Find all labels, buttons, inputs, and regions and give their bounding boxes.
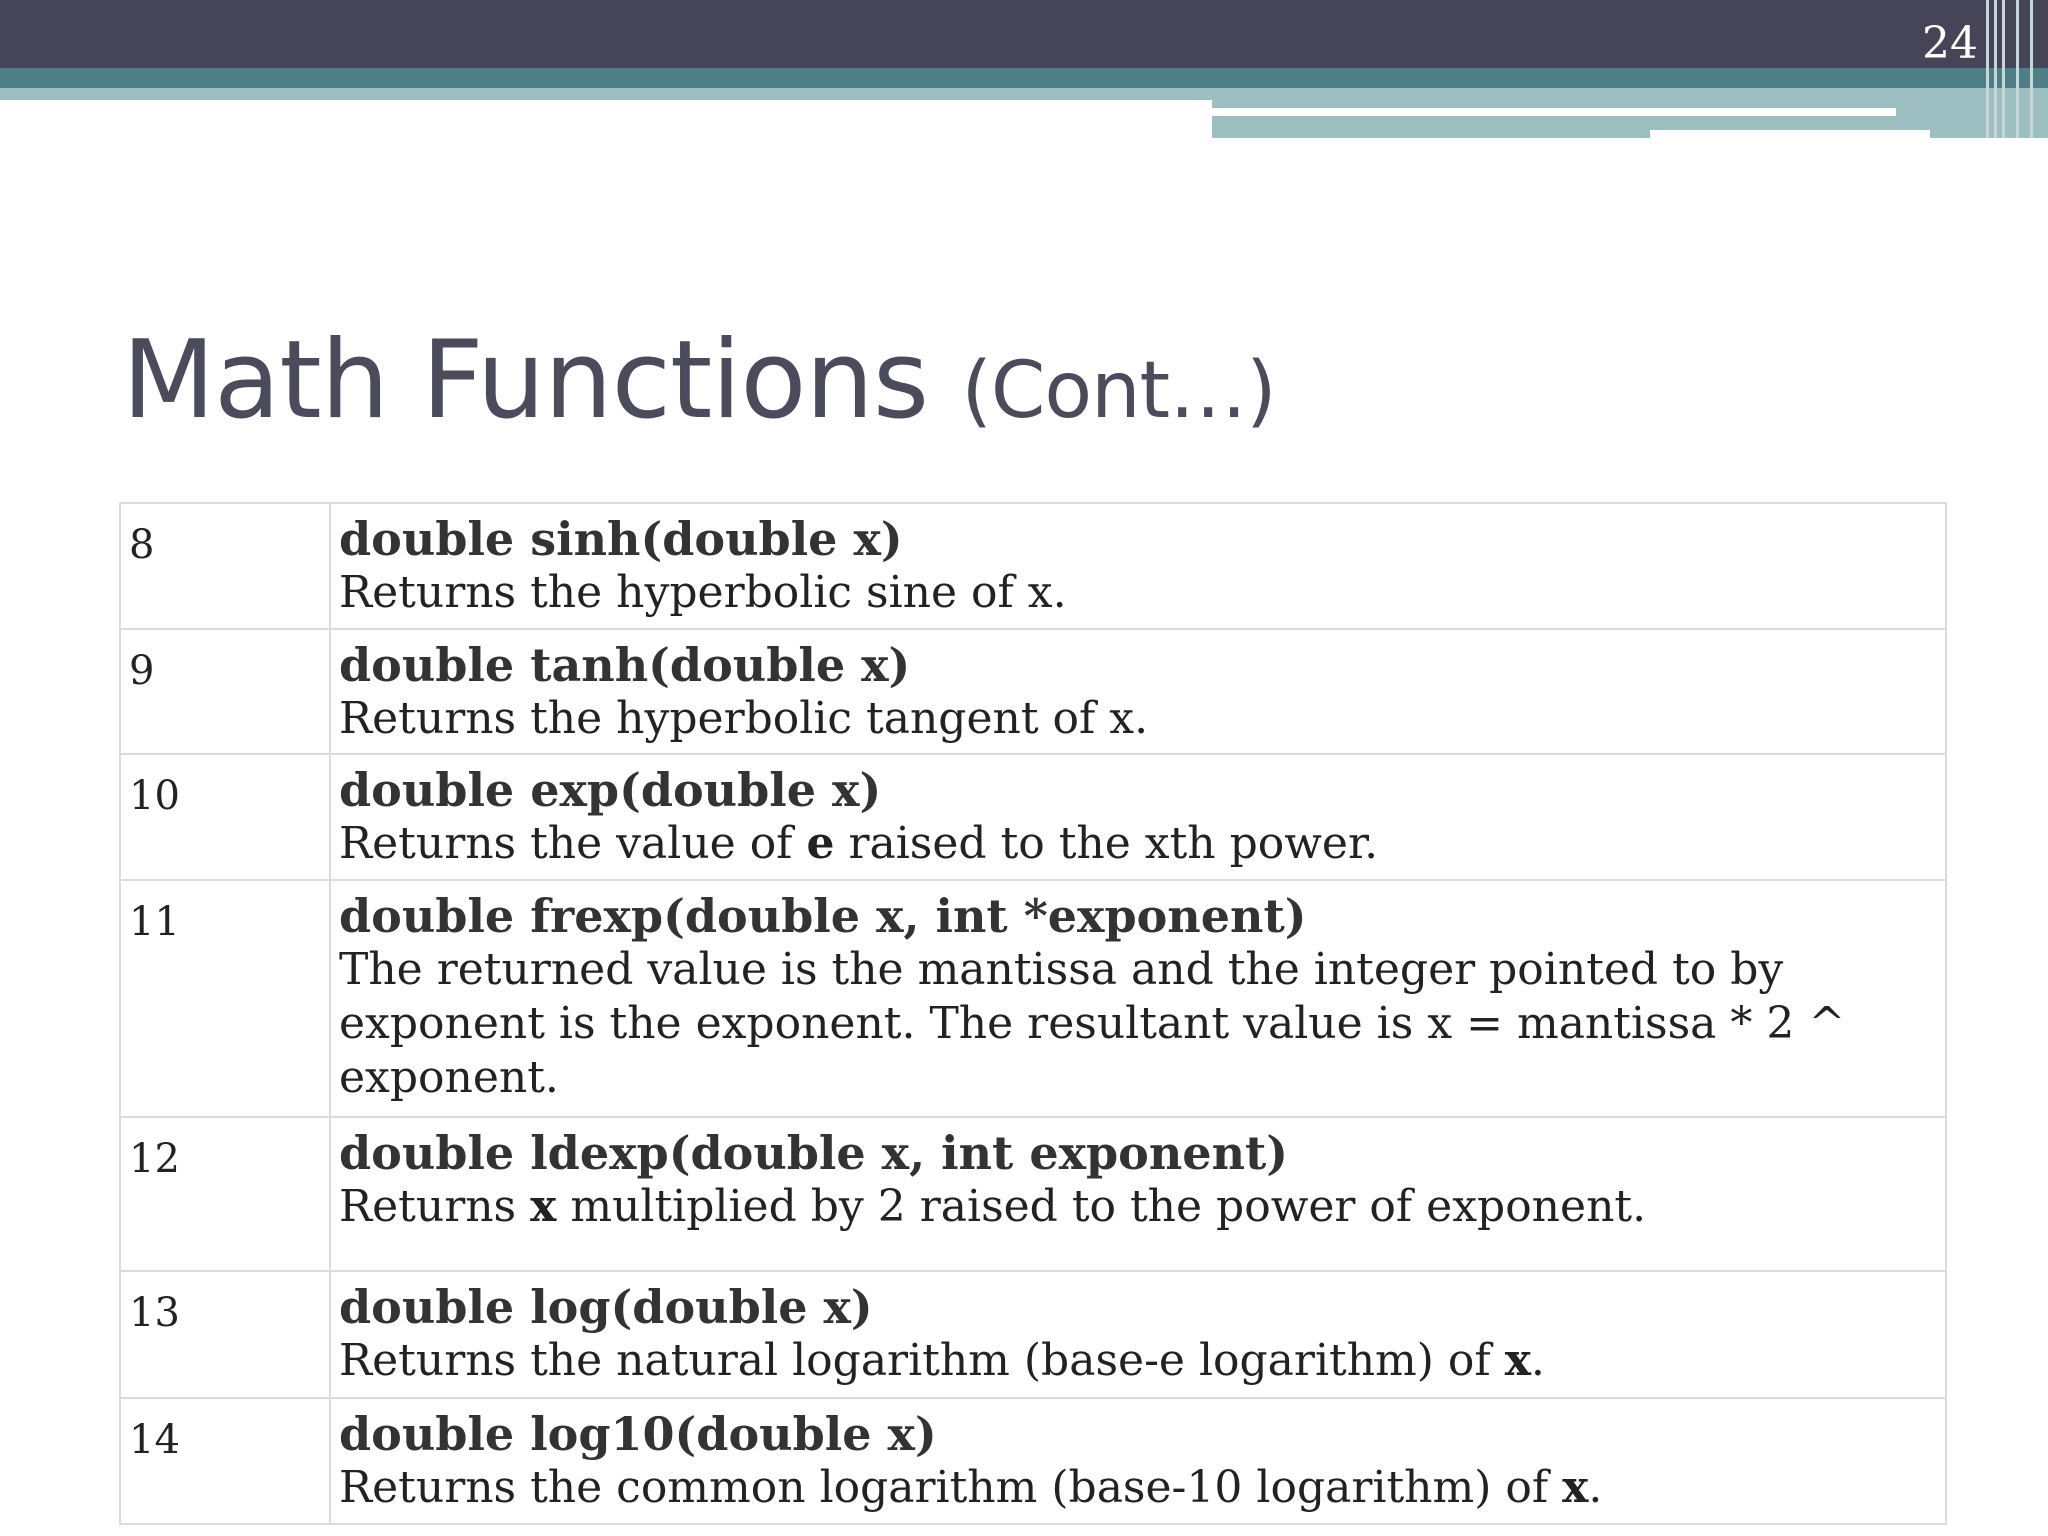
description-text: Returns the hyperbolic sine of x. <box>339 567 1067 618</box>
table-row <box>120 880 1946 1117</box>
row-number: 11 <box>120 880 330 1117</box>
header-accent-band <box>0 68 2048 88</box>
header-accent-line <box>2016 0 2019 138</box>
row-description <box>330 1117 1946 1271</box>
function-signature: double log(double x) <box>339 1280 873 1334</box>
row-number: 8 <box>120 503 330 629</box>
table-row <box>120 1117 1946 1271</box>
description-bold: e <box>806 818 835 869</box>
row-description <box>330 880 1946 1117</box>
table-row <box>120 1398 1946 1524</box>
header-accent-line <box>1994 0 1997 138</box>
description-text: Returns the value of <box>339 818 807 869</box>
table-row <box>120 629 1946 754</box>
row-number: 14 <box>120 1398 330 1524</box>
header-accent-line <box>1986 0 1989 138</box>
description-text: . <box>1530 1335 1545 1386</box>
function-signature: double frexp(double x, int *exponent) <box>339 889 1307 943</box>
table-row <box>120 1271 1946 1398</box>
description-text: Returns <box>339 1181 531 1232</box>
header-accent-line <box>2002 0 2005 138</box>
description-text: Returns the hyperbolic tangent of x. <box>339 693 1149 744</box>
header-accent-stripe <box>1650 130 1930 138</box>
function-description <box>339 1461 1945 1515</box>
description-text: raised to the xth power. <box>834 818 1379 869</box>
page-number: 24 <box>1922 18 1978 69</box>
title-text: Math Functions <box>122 318 929 443</box>
header-accent-line <box>2030 0 2033 138</box>
page-title <box>122 318 1276 443</box>
function-description <box>339 1334 1945 1388</box>
description-text: The returned value is the mantissa and the integer pointed to by exponent is the exponent. The resultant value is x = mantissa * 2 ^ exponent. <box>339 944 1846 1103</box>
function-description <box>339 566 1945 620</box>
function-signature: double tanh(double x) <box>339 638 911 692</box>
row-description <box>330 629 1946 754</box>
header-accent-light <box>0 88 1212 100</box>
row-description <box>330 503 1946 629</box>
function-description <box>339 692 1945 746</box>
description-text: . <box>1588 1462 1603 1513</box>
description-bold: x <box>530 1181 557 1232</box>
row-description <box>330 1271 1946 1398</box>
description-bold: x <box>1504 1335 1531 1386</box>
row-description <box>330 754 1946 880</box>
description-text: multiplied by 2 raised to the power of exponent. <box>556 1181 1647 1232</box>
header-bar <box>0 0 2048 68</box>
functions-table <box>119 502 1947 1525</box>
function-description <box>339 1180 1945 1234</box>
description-text: Returns the natural logarithm (base-e logarithm) of <box>339 1335 1505 1386</box>
header-accent-stripe <box>1212 108 1896 116</box>
function-signature: double sinh(double x) <box>339 512 903 566</box>
function-signature: double log10(double x) <box>339 1407 937 1461</box>
function-signature: double exp(double x) <box>339 763 882 817</box>
row-number: 12 <box>120 1117 330 1271</box>
description-bold: x <box>1562 1462 1589 1513</box>
row-number: 9 <box>120 629 330 754</box>
description-text: Returns the common logarithm (base-10 logarithm) of <box>339 1462 1563 1513</box>
table-row <box>120 754 1946 880</box>
row-number: 13 <box>120 1271 330 1398</box>
row-number: 10 <box>120 754 330 880</box>
row-description <box>330 1398 1946 1524</box>
function-signature: double ldexp(double x, int exponent) <box>339 1126 1289 1180</box>
table-row <box>120 503 1946 629</box>
title-suffix: (Cont…) <box>961 346 1276 436</box>
function-description <box>339 943 1945 1105</box>
function-description <box>339 817 1945 871</box>
